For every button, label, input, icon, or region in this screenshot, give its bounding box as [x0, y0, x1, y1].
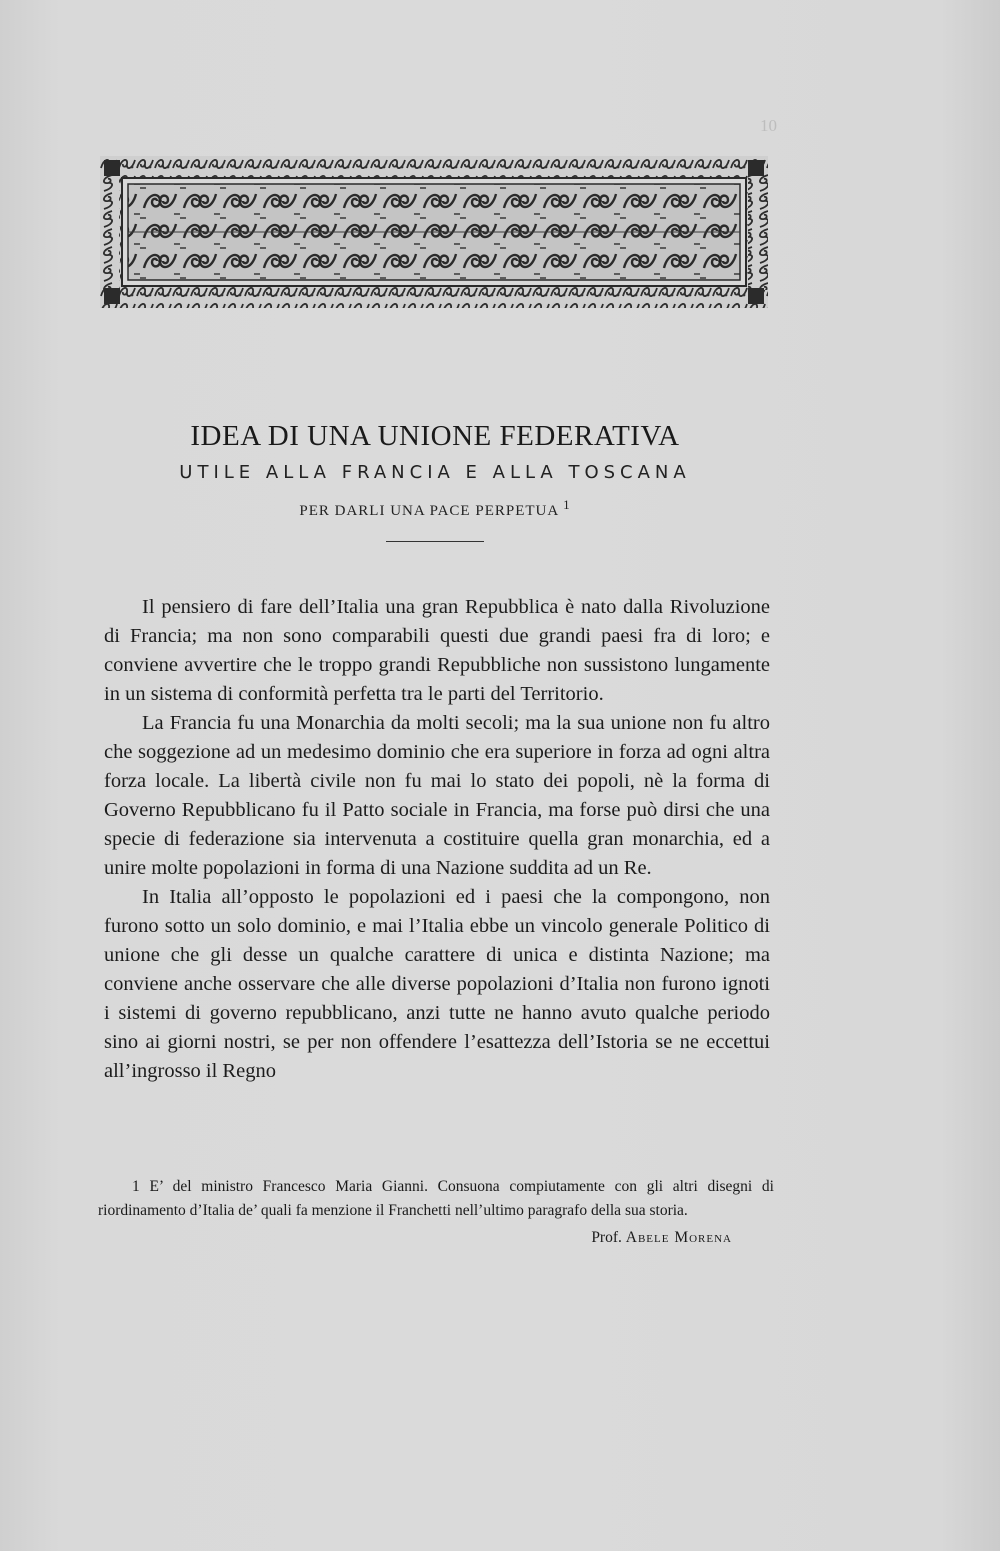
footnote-reference: 1	[563, 497, 571, 512]
footnote	[98, 1175, 774, 1223]
document-subtitle: UTILE ALLA FRANCIA E ALLA TOSCANA	[179, 462, 691, 483]
subsubtitle-text: PER DARLI UNA PACE PERPETUA	[299, 503, 559, 519]
footnote-text: 1 E’ del ministro Francesco Maria Gianni. Consuona compiutamente con gli altri disegni di riordinamento d’Italia de’ quali fa menzione il Franchetti nell’ultimo paragrafo della sua storia.	[98, 1178, 774, 1219]
decorative-header-ornament	[100, 156, 768, 308]
paragraph: La Francia fu una Monarchia da molti secoli; ma la sua unione non fu altro che soggezione ad un medesimo dominio che era superiore in forza ad ogni altra forza locale. La libertà civile non fu mai lo stato dei popoli, nè la forma di Governo Repubblicano fu il Patto sociale in Francia, ma forse può dirsi che una specie di federazione sia intervenuta a costituire quella gran monarchia, ed a unire molte popolazioni in forma di una Nazione suddita ad un Re.	[104, 712, 770, 879]
body-text	[104, 593, 770, 1086]
paragraph: Il pensiero di fare dell’Italia una gran Repubblica è nato dalla Rivoluzione di Francia; ma non sono comparabili questi due grandi paesi fra di loro; e conviene avvertire che le troppo grandi Repubbliche non sussistono lungamente in un sistema di conformità perfetta tra le parti del Territorio.	[104, 596, 770, 705]
signature	[540, 1229, 732, 1247]
signature-prefix: Prof.	[591, 1229, 622, 1246]
paragraph: In Italia all’opposto le popolazioni ed i paesi che la compongono, non furono sotto un solo dominio, e mai l’Italia ebbe un vincolo generale Politico di unione che gli desse un qualche carattere di unica e distinta Nazione; ma conviene anche osservare che alle diverse popolazioni d’Italia non furono ignoti i sistemi di governo repubblicano, anzi tutte ne hanno avuto qualche periodo sino ai giorni nostri, se per non offendere l’esattezza dell’Istoria se ne eccettui all’ingrosso il Regno	[104, 886, 770, 1082]
signature-name: Abele Morena	[625, 1229, 732, 1246]
document-title: IDEA DI UNA UNIONE FEDERATIVA	[190, 420, 680, 452]
bleed-through-page-number: 10	[760, 116, 777, 135]
section-divider	[386, 541, 484, 542]
document-subsubtitle	[0, 497, 870, 520]
